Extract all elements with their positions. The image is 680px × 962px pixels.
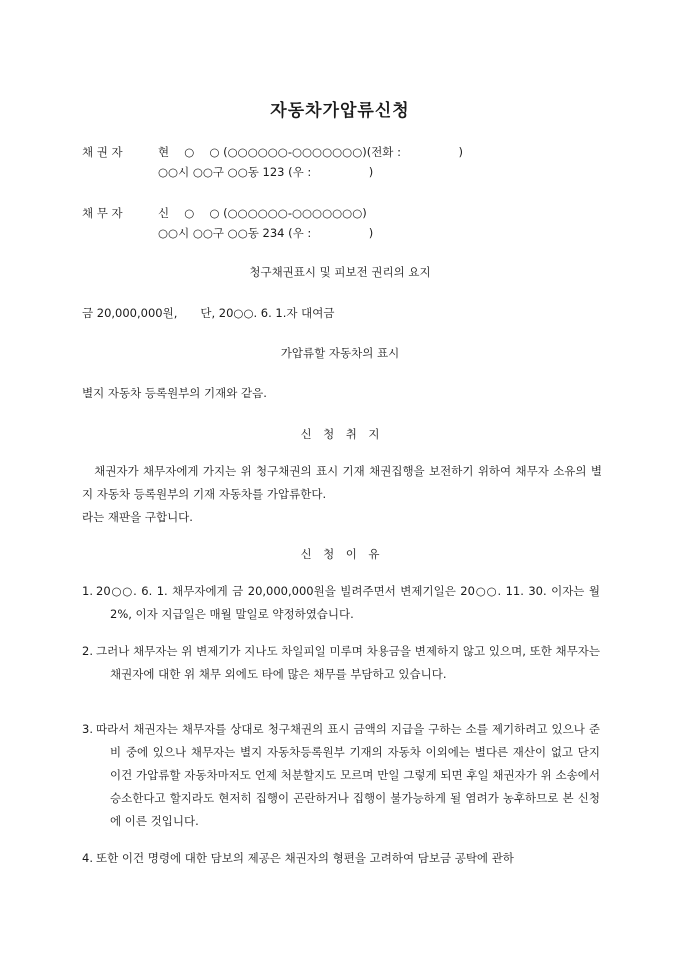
reason-text: 또한 이건 명령에 대한 담보의 제공은 채권자의 형편을 고려하여 담보금 공탁에 관하 <box>96 851 514 865</box>
reason-number: 2. <box>82 644 93 658</box>
reason-item <box>82 847 600 870</box>
reason-item <box>82 718 600 833</box>
reason-text: 20○○. 6. 1. 채무자에게 금 20,000,000원을 빌려주면서 변제기일은 20○○. 11. 30. 이자는 월 2%, 이자 지급일은 매월 말일로 약정하였습니다. <box>96 584 600 621</box>
claim-heading: 청구채권표시 및 피보전 권리의 요지 <box>249 265 431 279</box>
debtor-name-line: 신 ○ ○ (○○○○○○-○○○○○○○) <box>158 206 367 220</box>
creditor-label: 채 권 자 <box>82 145 123 159</box>
reason-item <box>82 640 600 686</box>
reason-text: 따라서 채권자는 채무자를 상대로 청구채권의 표시 금액의 지급을 구하는 소를 제기하려고 있으나 준비 중에 있으나 채무자는 별지 자동차등록원부 기재의 자동차 이외에는 별다른 재산이 없고 단지 이건 가압류할 자동차마저도 언제 처분할지도 모르며 만일 그렇게 되면 후일 채권자가 위 소송에서 승소한다고 할지라도 현저히 집행이 곤란하거나 집행이 불가능하게 될 염려가 농후하므로 본 신청에 이른 것입니다. <box>96 722 600 828</box>
purpose-heading: 신 청 취 지 <box>300 427 380 441</box>
vehicle-heading: 가압류할 자동차의 표시 <box>280 346 400 360</box>
creditor-address-line: ○○시 ○○구 ○○동 123 (우 : ) <box>158 165 374 179</box>
reason-number: 3. <box>82 722 93 736</box>
claim-text: 금 20,000,000원, 단, 20○○. 6. 1.자 대여금 <box>82 306 335 320</box>
purpose-text: 채권자가 채무자에게 가지는 위 청구채권의 표시 기재 채권집행을 보전하기 위하여 채무자 소유의 별지 자동차 등록원부의 기재 자동차를 가압류한다. <box>82 464 602 501</box>
debtor-address-line: ○○시 ○○구 ○○동 234 (우 : ) <box>158 226 374 240</box>
vehicle-text: 별지 자동차 등록원부의 기재와 같음. <box>82 386 267 400</box>
reason-number: 1. <box>82 584 93 598</box>
reason-text: 그러나 채무자는 위 변제기가 지나도 차일피일 미루며 차용금을 변제하지 않고 있으며, 또한 채무자는 채권자에 대한 위 채무 외에도 타에 많은 채무를 부담하고 있습니다. <box>96 644 600 681</box>
purpose-request: 라는 재판을 구합니다. <box>82 510 193 524</box>
reason-heading: 신 청 이 유 <box>300 547 380 561</box>
creditor-name-line: 현 ○ ○ (○○○○○○-○○○○○○○)(전화 : ) <box>158 145 463 159</box>
document-title: 자동차가압류신청 <box>270 101 410 121</box>
reason-number: 4. <box>82 851 93 865</box>
debtor-label: 채 무 자 <box>82 206 123 220</box>
reason-item <box>82 580 600 626</box>
